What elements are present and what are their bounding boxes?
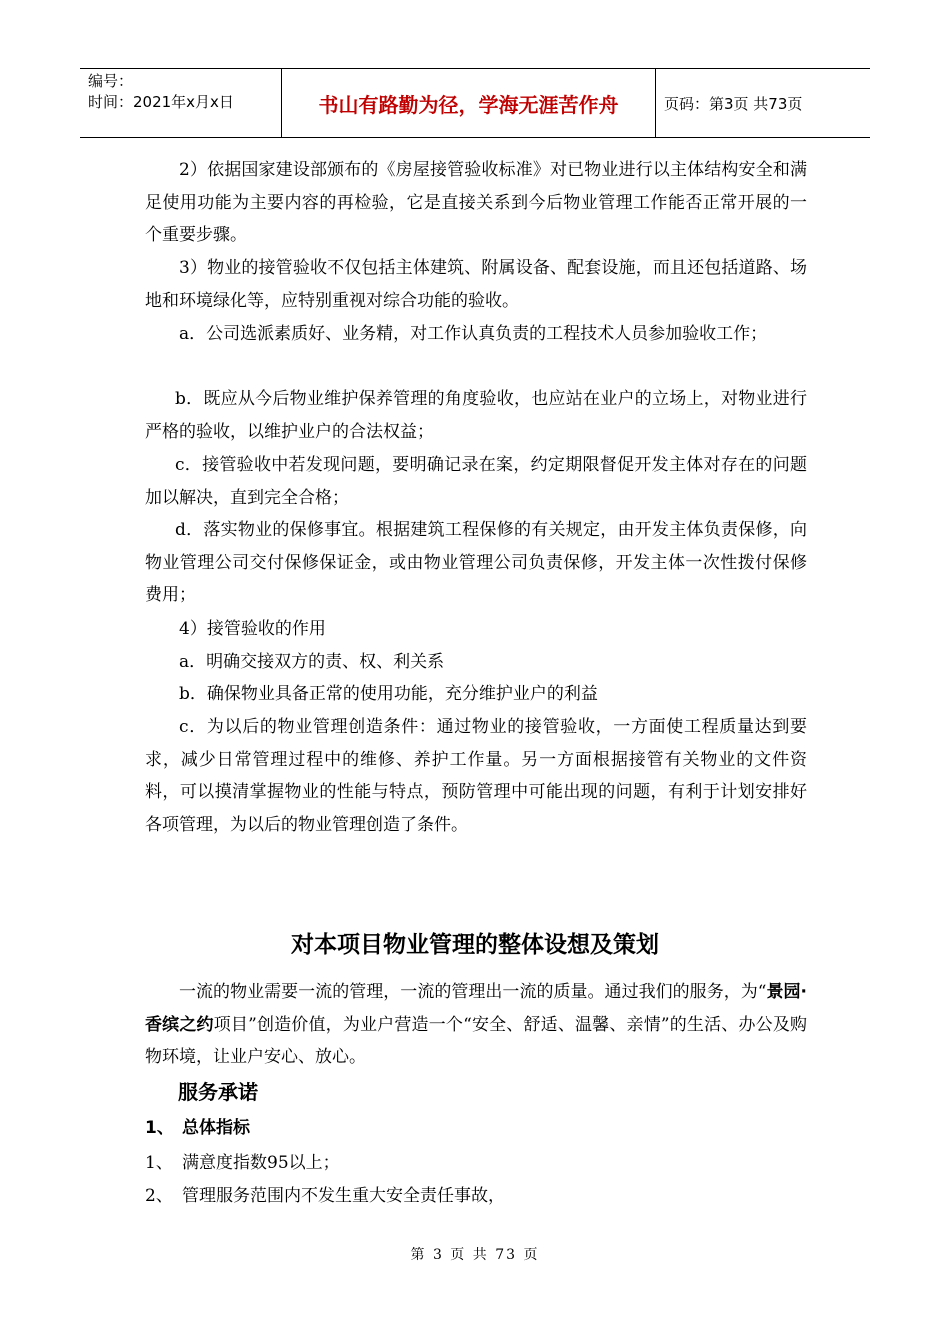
- header-left-cell: [80, 69, 282, 137]
- paragraph-6: d．落实物业的保修事宜。根据建筑工程保修的有关规定，由开发主体负责保修，向物业管理公司交付保修保证金，或由物业管理公司负责保修，开发主体一次性拨付保修费用；: [145, 520, 807, 606]
- service-commitment-heading: 服务承诺: [178, 1080, 258, 1104]
- paragraph-7: 4）接管验收的作用: [179, 619, 326, 639]
- date-label: 时间：2021年x月x日: [88, 93, 234, 111]
- header-page-info: 页码：第3页 共73页: [664, 94, 803, 113]
- list-item-text: 满意度指数95以上；: [182, 1153, 340, 1173]
- section-intro: [145, 976, 807, 1074]
- section-title: 对本项目物业管理的整体设想及策划: [291, 932, 659, 958]
- number-label: 编号：: [88, 72, 134, 90]
- list-item: [145, 1147, 807, 1180]
- paragraph-8: a．明确交接双方的责、权、利关系: [179, 652, 445, 672]
- overall-indicators-heading: [145, 1112, 807, 1145]
- paragraph-9: b．确保物业具备正常的使用功能，充分维护业户的利益: [179, 684, 598, 704]
- list-item: [145, 1180, 807, 1213]
- header-table: [80, 68, 870, 138]
- intro-start: 一流的物业需要一流的管理，一流的管理出一流的质量。通过我们的服务，为“: [179, 982, 767, 1002]
- project-name: 景园·香缤之约: [145, 982, 807, 1035]
- page-footer: 第 3 页 共 73 页: [410, 1247, 540, 1263]
- intro-end: 项目”创造价值，为业户营造一个“安全、舒适、温馨、亲情”的生活、办公及购物环境，让业户安心、放心。: [145, 1014, 808, 1068]
- paragraph-10: c．为以后的物业管理创造条件：通过物业的接管验收，一方面使工程质量达到要求，减少日常管理过程中的维修、养护工作量。另一方面根据接管有关物业的文件资料，可以摸清掌握物业的性能与特点，预防管理中可能出现的问题，有利于计划安排好各项管理，为以后的物业管理创造了条件。: [145, 717, 807, 836]
- paragraph-3: a．公司选派素质好、业务精，对工作认真负责的工程技术人员参加验收工作；: [179, 324, 768, 344]
- paragraph-1: 2）依据国家建设部颁布的《房屋接管验收标准》对已物业进行以主体结构安全和满足使用功能为主要内容的再检验，它是直接关系到今后物业管理工作能否正常开展的一个重要步骤。: [145, 160, 807, 246]
- list-item-number: 1、: [145, 1153, 173, 1173]
- paragraph-2: 3）物业的接管验收不仅包括主体建筑、附属设备、配套设施，而且还包括道路、场地和环境绿化等，应特别重视对综合功能的验收。: [145, 258, 807, 311]
- paragraph-5: c．接管验收中若发现问题，要明确记录在案，约定期限督促开发主体对存在的问题加以解决，直到完全合格；: [145, 455, 807, 508]
- heading-text: 总体指标: [182, 1118, 250, 1138]
- list-item-number: 2、: [145, 1186, 173, 1206]
- list-item-text: 管理服务范围内不发生重大安全责任事故，: [182, 1186, 505, 1206]
- paragraph-4: b．既应从今后物业维护保养管理的角度验收，也应站在业户的立场上，对物业进行严格的验收，以维护业户的合法权益；: [145, 389, 807, 442]
- header-motto: 书山有路勤为径，学海无涯苦作舟: [282, 69, 656, 137]
- heading-number: 1、: [145, 1118, 174, 1138]
